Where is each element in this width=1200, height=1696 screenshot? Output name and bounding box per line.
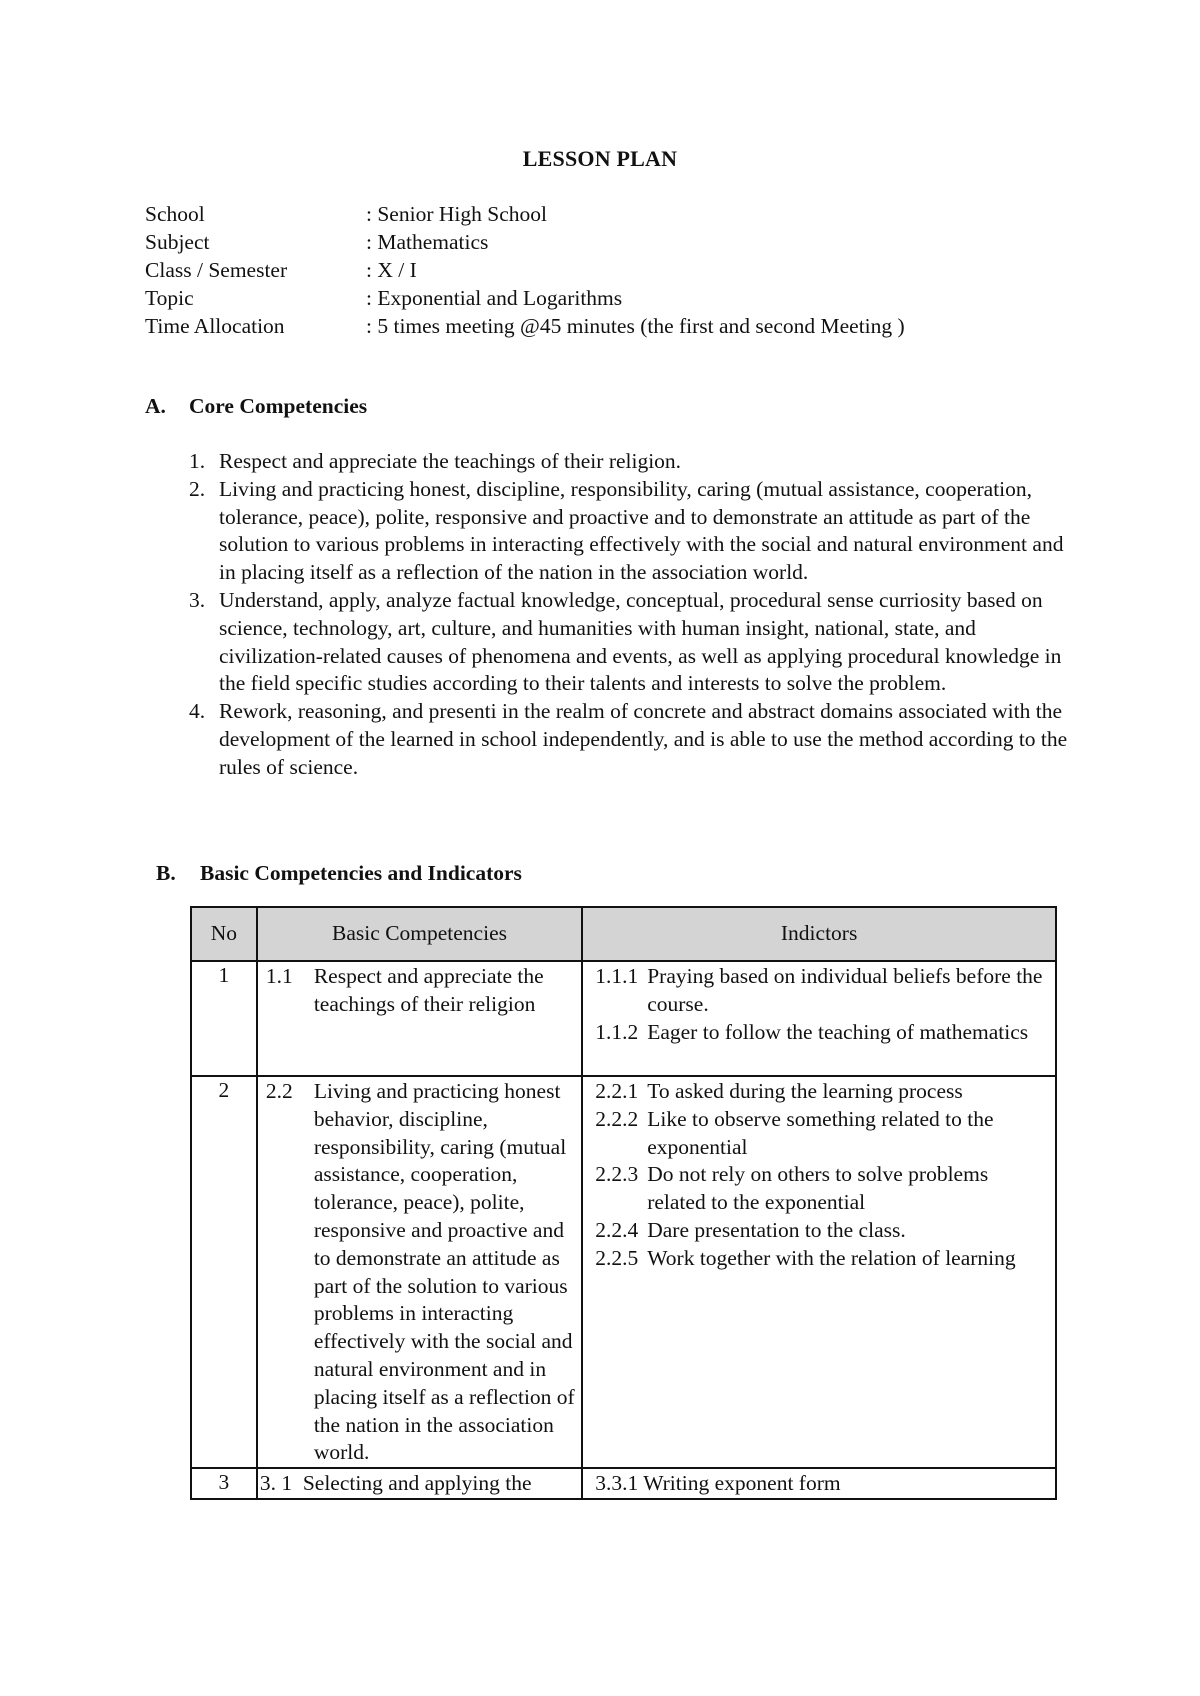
indicator-code: 1.1.2: [595, 1019, 639, 1044]
indicator-code: 2.2.2: [595, 1106, 639, 1131]
indicator-code: 2.2.4: [595, 1217, 639, 1242]
column-header-no: No: [191, 907, 257, 961]
info-label: Time Allocation: [145, 314, 285, 338]
list-item: [189, 448, 1069, 476]
row-number: 2: [191, 1076, 257, 1468]
column-header-indicators: Indictors: [582, 907, 1056, 961]
info-label: Topic: [145, 286, 194, 310]
section-heading-basic-competencies: [156, 861, 522, 886]
info-value: : X / I: [366, 258, 417, 282]
info-label: Class / Semester: [145, 258, 288, 282]
competency-text: Living and practicing honest behavior, discipline, responsibility, caring (mutual assistance, cooperation, tolerance, peace), polite, responsive and proactive and to demonstrate an attitude as part of the solution to various problems in interacting effectively with the social and natural environment and in placing itself as a reflection of the nation in the association world.: [313, 1079, 575, 1465]
indicator-code: 2.2.5: [595, 1245, 639, 1270]
indicator-text: Eager to follow the teaching of mathematics: [647, 1019, 1029, 1044]
section-heading-core-competencies: [145, 394, 367, 419]
row-number: 3: [191, 1468, 257, 1499]
info-label: School: [145, 202, 205, 226]
indicator-text: To asked during the learning process: [647, 1079, 963, 1103]
indicator-code: 1.1.1: [595, 964, 639, 988]
indicators-cell: [582, 961, 1056, 1076]
table-header-row: [191, 907, 1056, 961]
item-number: 3.: [189, 587, 206, 612]
table-row: [191, 1468, 1056, 1499]
indicators-cell: [582, 1076, 1056, 1468]
column-header-basic-competencies: Basic Competencies: [257, 907, 582, 961]
info-row-class-semester: [145, 256, 1045, 284]
competency-code: 3. 1: [259, 1471, 293, 1496]
info-row-subject: [145, 228, 1045, 256]
table-row: [191, 961, 1056, 1076]
indicator: [595, 963, 1049, 1019]
info-value: : 5 times meeting @45 minutes (the first and second Meeting ): [366, 314, 905, 338]
competency-text: Selecting and applying the: [302, 1471, 532, 1496]
info-row-time-allocation: [145, 312, 1045, 340]
list-item: [189, 698, 1069, 781]
competency-code: 1.1: [265, 964, 293, 988]
section-title: Core Competencies: [189, 394, 368, 418]
indicators-cell: [582, 1468, 1056, 1499]
basic-competency-cell: [257, 1076, 582, 1468]
indicator-text: Work together with the relation of learning: [647, 1245, 1016, 1270]
indicator-text: Dare presentation to the class.: [647, 1217, 906, 1242]
section-title: Basic Competencies and Indicators: [200, 861, 522, 885]
item-text: Rework, reasoning, and presenti in the realm of concrete and abstract domains associated with the development of the learned in school independently, and is able to use the method according to the rules of science.: [219, 699, 1068, 779]
indicator: [595, 1106, 1049, 1162]
indicator: [595, 1245, 1049, 1273]
indicator-text: Praying based on individual beliefs before the course.: [647, 964, 1043, 1016]
list-item: [189, 587, 1069, 698]
indicator: [595, 1217, 1049, 1245]
basic-competency: [266, 963, 575, 1019]
section-letter: A.: [145, 394, 166, 418]
indicator: [595, 1161, 1049, 1217]
lesson-info: [145, 200, 1045, 340]
indicator-text: Do not rely on others to solve problems related to the exponential: [647, 1162, 989, 1215]
section-letter: B.: [156, 861, 176, 885]
indicator-text: Writing exponent form: [643, 1471, 841, 1496]
page-title: LESSON PLAN: [522, 146, 678, 171]
indicator: [595, 1019, 1049, 1047]
competency-code: 2.2: [265, 1079, 293, 1103]
basic-competency-cell: [257, 961, 582, 1076]
list-item: [189, 476, 1069, 587]
indicator-text: Like to observe something related to the exponential: [647, 1106, 994, 1159]
item-text: Understand, apply, analyze factual knowledge, conceptual, procedural sense curriosity based on science, technology, art, culture, and humanities with human insight, national, state, and civilization-related causes of phenomena and events, as well as applying procedural knowledge in the field specific studies according to their talents and interests to solve the problem.: [219, 587, 1062, 696]
competency-text: Respect and appreciate the teachings of their religion: [313, 964, 544, 1016]
basic-competency: [266, 1078, 575, 1467]
indicator-code: 2.2.3: [595, 1162, 639, 1187]
item-number: 4.: [189, 699, 206, 724]
indicator-code: 3.3.1: [595, 1471, 639, 1496]
info-row-school: [145, 200, 1045, 228]
info-value: : Exponential and Logarithms: [366, 286, 623, 310]
basic-competency-cell: [257, 1468, 582, 1499]
row-number: 1: [191, 961, 257, 1076]
competencies-table: [190, 906, 1057, 1500]
indicator: [595, 1078, 1049, 1106]
info-label: Subject: [145, 230, 210, 254]
info-value: : Senior High School: [366, 202, 547, 226]
table-row: [191, 1076, 1056, 1468]
item-number: 2.: [189, 476, 206, 501]
item-text: Respect and appreciate the teachings of their religion.: [219, 449, 682, 473]
item-text: Living and practicing honest, discipline, responsibility, caring (mutual assistance, cooperation, tolerance, peace), polite, responsive and proactive and to demonstrate an attitude as part of the solution to various problems in interacting effectively with the social and natural environment and in placing itself as a reflection of the nation in the association world.: [219, 476, 1064, 585]
info-value: : Mathematics: [366, 230, 489, 254]
info-row-topic: [145, 284, 1045, 312]
core-competencies-list: [189, 448, 1069, 782]
item-number: 1.: [189, 449, 206, 473]
indicator-code: 2.2.1: [595, 1079, 639, 1103]
